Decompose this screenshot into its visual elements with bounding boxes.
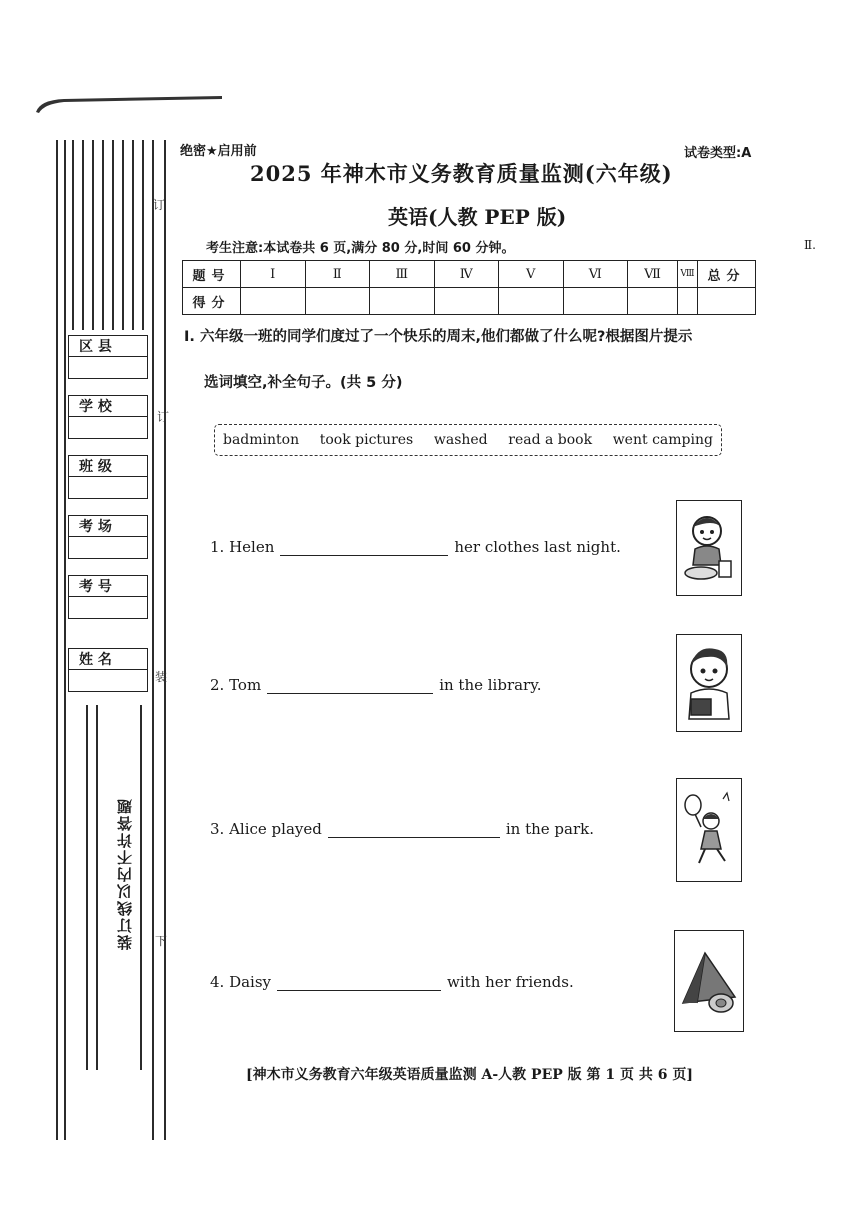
margin-mark: 订: [153, 198, 166, 212]
score-cell[interactable]: [563, 288, 628, 315]
margin-mark: 装: [155, 670, 168, 684]
answer-blank[interactable]: [277, 976, 441, 991]
binding-notice: 装订线以内不许答题: [116, 797, 134, 950]
field-exam-number: [68, 575, 148, 619]
corner-swoosh: [34, 96, 224, 114]
question-prefix: 4. Daisy: [210, 973, 272, 991]
field-exam-room: [68, 515, 148, 559]
field-label: 考 场: [68, 515, 148, 537]
field-blank: [68, 477, 148, 499]
score-col-header: Ⅶ: [628, 261, 678, 288]
question-prefix: 1. Helen: [210, 538, 275, 556]
field-label: 区 县: [68, 335, 148, 357]
question-3: [210, 820, 594, 838]
paper-type-label: 试卷类型:A: [684, 146, 752, 161]
field-blank: [68, 670, 148, 692]
exam-notice: 考生注意:本试卷共 6 页,满分 80 分,时间 60 分钟。: [206, 241, 515, 256]
field-label: 姓 名: [68, 648, 148, 670]
boy-washing-icon: [677, 501, 740, 594]
field-label: 班 级: [68, 455, 148, 477]
question-suffix: with her friends.: [447, 973, 574, 991]
question-suffix: her clothes last night.: [454, 538, 621, 556]
score-col-header: Ⅰ: [241, 261, 306, 288]
score-cell[interactable]: [434, 288, 499, 315]
score-col-header: Ⅲ: [370, 261, 435, 288]
field-name: [68, 648, 148, 692]
field-label: 学 校: [68, 395, 148, 417]
field-label: 考 号: [68, 575, 148, 597]
score-col-header: Ⅷ: [678, 261, 698, 288]
margin-mark: 下: [155, 934, 168, 948]
word-option: took pictures: [319, 432, 414, 448]
reading-book-picture: [676, 634, 742, 732]
field-district: [68, 335, 148, 379]
score-cell[interactable]: [499, 288, 564, 315]
score-table-header-row: [183, 261, 756, 288]
camping-picture: [674, 930, 744, 1032]
question-suffix: in the library.: [439, 676, 542, 694]
washing-clothes-picture: [676, 500, 742, 596]
answer-blank[interactable]: [328, 823, 500, 838]
answer-blank[interactable]: [267, 679, 433, 694]
boy-reading-icon: [677, 635, 740, 730]
score-total-cell[interactable]: [698, 288, 756, 315]
question-suffix: in the park.: [505, 820, 594, 838]
score-row-label: 题号: [183, 261, 241, 288]
field-blank: [68, 357, 148, 379]
score-col-header: Ⅱ: [305, 261, 370, 288]
page-footer: [神木市义务教育六年级英语质量监测 A-人教 PEP 版 第 1 页 共 6 页]: [246, 1067, 693, 1083]
score-cell[interactable]: [370, 288, 435, 315]
score-total-header: 总分: [698, 261, 756, 288]
question-prefix: 2. Tom: [210, 676, 262, 694]
score-cell[interactable]: [628, 288, 678, 315]
exam-subtitle: 英语(人教 PEP 版): [388, 205, 567, 229]
score-table: [182, 260, 756, 315]
score-cell[interactable]: [241, 288, 306, 315]
question-2: [210, 676, 541, 694]
question-1: [210, 538, 621, 556]
score-col-header: Ⅵ: [563, 261, 628, 288]
field-blank: [68, 537, 148, 559]
next-page-clip: Ⅱ.: [804, 238, 816, 252]
score-cell[interactable]: [305, 288, 370, 315]
badminton-picture: [676, 778, 742, 882]
score-cell[interactable]: [678, 288, 698, 315]
field-blank: [68, 417, 148, 439]
margin-mark: 订: [157, 410, 170, 424]
section-instruction-cont: 选词填空,补全句子。(共 5 分): [204, 375, 403, 391]
word-bank: [214, 424, 722, 456]
word-option: washed: [433, 432, 488, 448]
score-col-header: Ⅴ: [499, 261, 564, 288]
score-col-header: Ⅳ: [434, 261, 499, 288]
question-4: [210, 973, 574, 991]
section-instruction: Ⅰ. 六年级一班的同学们度过了一个快乐的周末,他们都做了什么呢?根据图片提示: [184, 329, 693, 345]
tent-icon: [675, 931, 742, 1030]
exam-title: 2025 年神木市义务教育质量监测(六年级): [250, 161, 673, 186]
question-prefix: 3. Alice played: [210, 820, 322, 838]
word-option: read a book: [508, 432, 593, 448]
field-school: [68, 395, 148, 439]
score-table-score-row: [183, 288, 756, 315]
word-option: badminton: [223, 432, 300, 448]
word-option: went camping: [612, 432, 713, 448]
score-row-label: 得分: [183, 288, 241, 315]
answer-blank[interactable]: [280, 541, 448, 556]
field-class: [68, 455, 148, 499]
confidential-label: 绝密★启用前: [180, 144, 257, 159]
girl-badminton-icon: [677, 779, 740, 880]
field-blank: [68, 597, 148, 619]
